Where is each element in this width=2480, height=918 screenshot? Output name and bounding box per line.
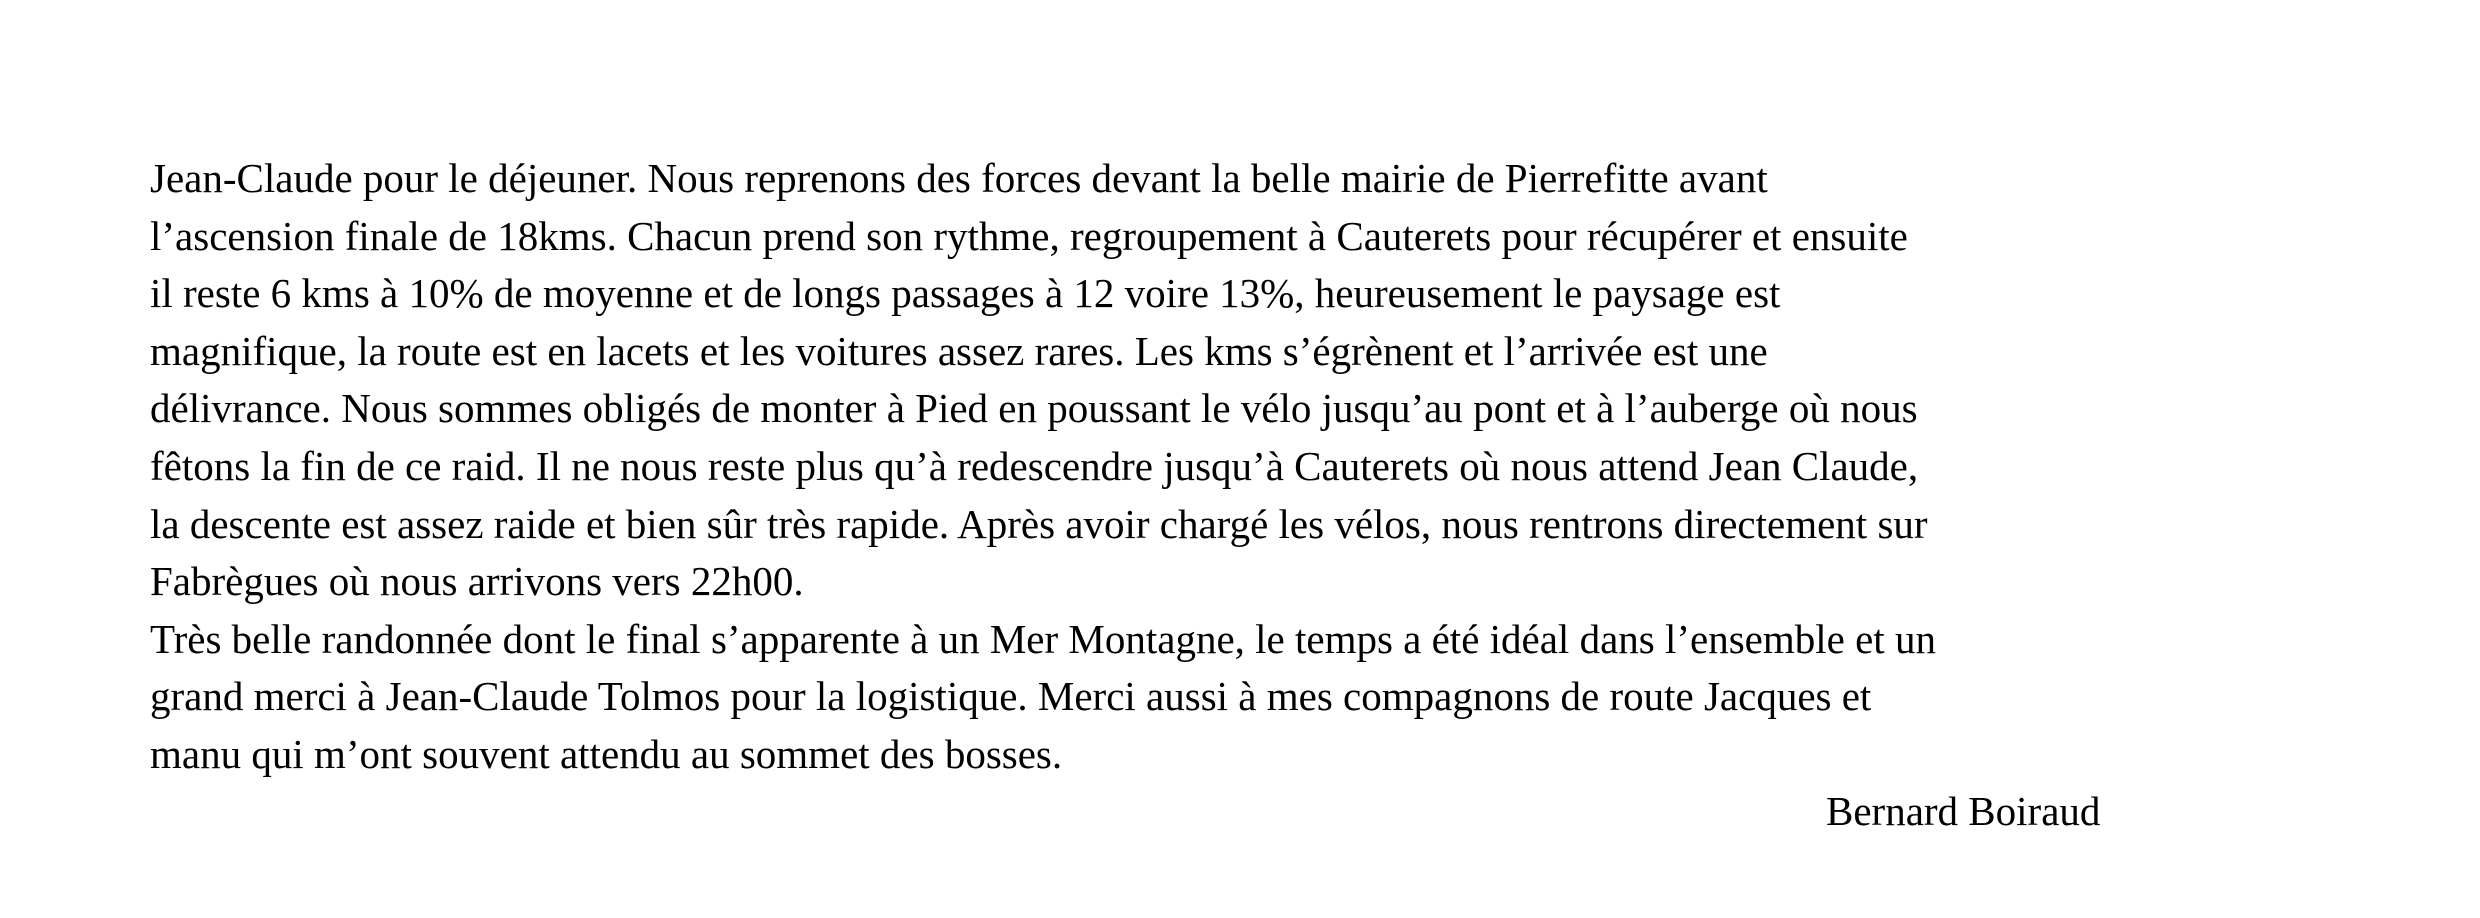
text-line-5: délivrance. Nous sommes obligés de monter à Pied en poussant le vélo jusqu’au pont et à l’auberge où nous <box>150 385 1918 432</box>
text-line-4: magnifique, la route est en lacets et les voitures assez rares. Les kms s’égrènent et l’arrivée est une <box>150 327 1768 374</box>
text-line-6: fêtons la fin de ce raid. Il ne nous reste plus qu’à redescendre jusqu’à Cauterets où nous attend Jean Claude, <box>150 442 1919 489</box>
text-line-3: il reste 6 kms à 10% de moyenne et de longs passages à 12 voire 13%, heureusement le paysage est <box>150 270 1781 317</box>
text-line-9: Très belle randonnée dont le final s’apparente à un Mer Montagne, le temps a été idéal dans l’ensemble et un <box>150 615 1936 662</box>
signature: Bernard Boiraud <box>1826 788 2101 834</box>
text-line-10: grand merci à Jean-Claude Tolmos pour la logistique. Merci aussi à mes compagnons de route Jacques et <box>150 673 1872 720</box>
text-line-8: Fabrègues où nous arrivons vers 22h00. <box>150 558 804 605</box>
text-line-7: la descente est assez raide et bien sûr très rapide. Après avoir chargé les vélos, nous rentrons directement sur <box>150 500 1928 547</box>
text-line-1: Jean-Claude pour le déjeuner. Nous reprenons des forces devant la belle mairie de Pierrefitte avant <box>150 155 1768 201</box>
text-line-11: manu qui m’ont souvent attendu au sommet des bosses. <box>150 730 1063 777</box>
body-text <box>150 150 2350 784</box>
text-line-2: l’ascension finale de 18kms. Chacun prend son rythme, regroupement à Cauterets pour récupérer et ensuite <box>150 212 1908 259</box>
